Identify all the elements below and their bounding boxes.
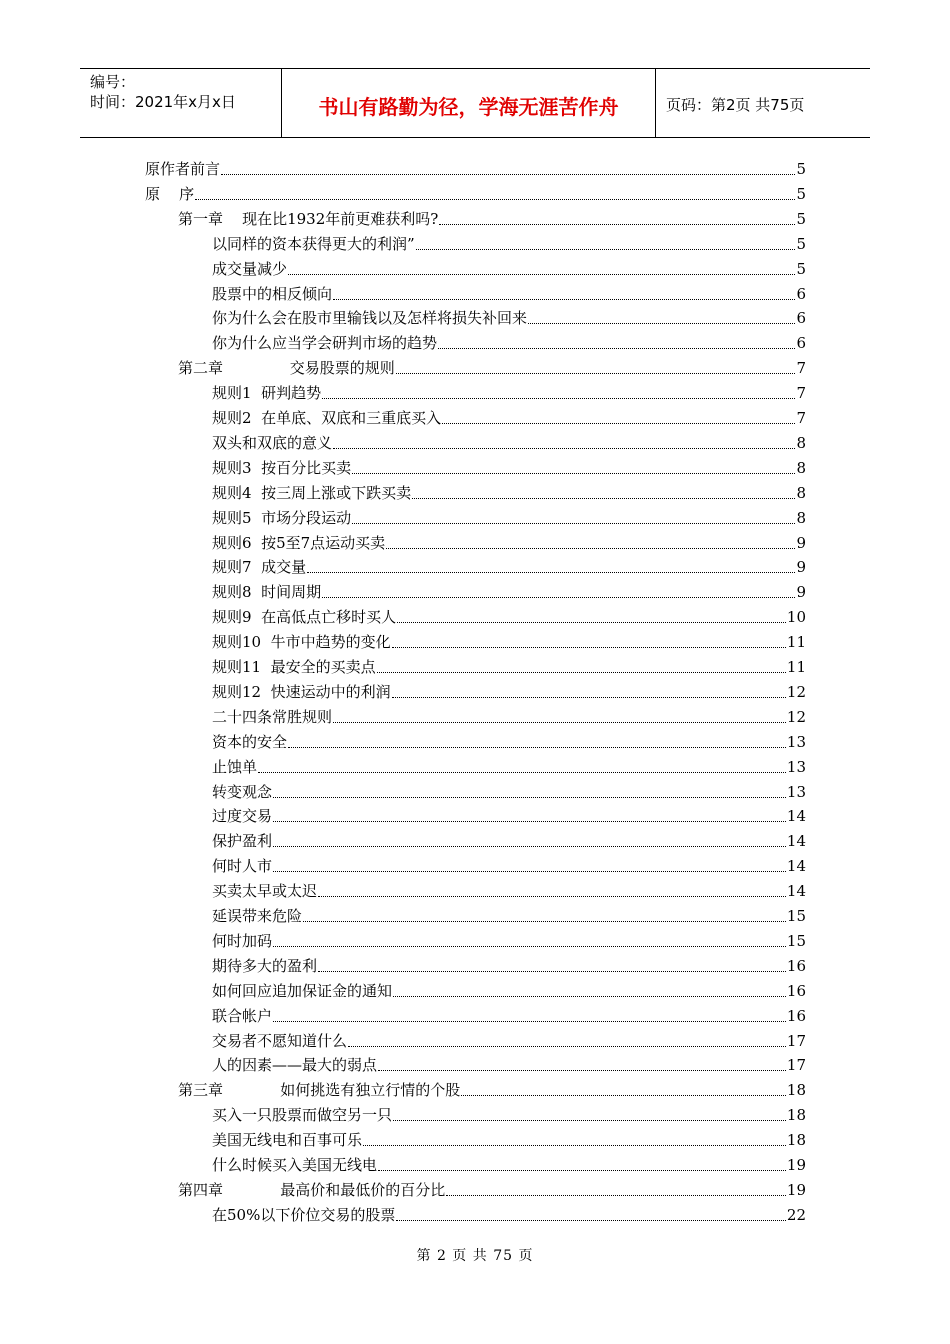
- toc-entry-page-number: 12: [786, 707, 806, 726]
- toc-entry-page-number: 6: [796, 309, 806, 328]
- toc-dot-leader: [348, 1046, 786, 1047]
- toc-entry-page-number: 15: [786, 907, 806, 925]
- toc-dot-leader: [322, 398, 795, 399]
- toc-entry[interactable]: [212, 1053, 806, 1075]
- toc-entry-title: 原作者前言: [145, 160, 221, 178]
- toc-dot-leader: [258, 772, 786, 773]
- toc-entry[interactable]: [212, 879, 806, 901]
- toc-entry-page-number: 16: [786, 956, 806, 975]
- toc-entry-title: 规则4 按三周上涨或下跌买卖: [212, 483, 412, 502]
- toc-entry[interactable]: [212, 655, 806, 677]
- toc-entry[interactable]: [212, 1153, 806, 1175]
- toc-entry-title: 什么时候买入美国无线电: [212, 1156, 378, 1174]
- toc-entry-title: 人的因素——最大的弱点: [212, 1056, 378, 1075]
- toc-dot-leader: [377, 672, 786, 673]
- toc-entry-title: 美国无线电和百事可乐: [212, 1131, 363, 1150]
- toc-dot-leader: [273, 846, 786, 847]
- toc-entry[interactable]: [212, 531, 806, 553]
- toc-entry[interactable]: [212, 854, 806, 876]
- toc-entry[interactable]: [212, 680, 806, 702]
- toc-entry-page-number: 15: [786, 931, 806, 950]
- toc-entry-page-number: 5: [796, 184, 806, 203]
- toc-dot-leader: [322, 597, 795, 598]
- toc-dot-leader: [352, 523, 795, 524]
- toc-entry[interactable]: [212, 829, 806, 851]
- toc-entry-title: 你为什么应当学会研判市场的趋势: [212, 334, 438, 353]
- toc-entry-page-number: 8: [796, 433, 806, 452]
- toc-dot-leader: [416, 249, 796, 250]
- toc-entry[interactable]: [212, 555, 806, 577]
- toc-entry[interactable]: [178, 207, 806, 229]
- toc-entry[interactable]: [212, 282, 806, 304]
- toc-dot-leader: [397, 622, 786, 623]
- toc-entry-title: 规则1 研判趋势: [212, 384, 322, 403]
- toc-entry-page-number: 14: [786, 857, 806, 876]
- toc-dot-leader: [307, 572, 795, 573]
- toc-entry-title: 如何回应追加保证金的通知: [212, 981, 393, 1000]
- toc-entry[interactable]: [212, 1029, 806, 1051]
- toc-entry-page-number: 9: [796, 558, 806, 577]
- toc-entry-title: 第二章 交易股票的规则: [178, 359, 395, 378]
- toc-entry-title: 第三章 如何挑选有独立行情的个股: [178, 1081, 461, 1100]
- toc-dot-leader: [393, 996, 786, 997]
- toc-entry-title: 转变观念: [212, 782, 273, 801]
- toc-entry-title: 规则3 按百分比买卖: [212, 458, 352, 477]
- toc-entry-title: 规则9 在高低点亡移时买人: [212, 608, 397, 627]
- header-meta: [80, 69, 282, 137]
- toc-entry-title: 规则6 按5至7点运动买卖: [212, 533, 386, 552]
- toc-entry-page-number: 14: [786, 807, 806, 826]
- toc-dot-leader: [333, 299, 795, 300]
- toc-entry-page-number: 10: [786, 608, 806, 627]
- toc-entry-page-number: 19: [786, 1156, 806, 1174]
- page-header: [80, 68, 870, 138]
- toc-dot-leader: [303, 921, 786, 922]
- toc-entry-page-number: 9: [796, 583, 806, 602]
- toc-entry-page-number: 11: [786, 633, 806, 652]
- toc-entry-title: 成交量减少: [212, 259, 288, 278]
- toc-entry-page-number: 8: [796, 508, 806, 527]
- toc-entry[interactable]: [178, 1078, 806, 1100]
- toc-dot-leader: [446, 1195, 786, 1196]
- toc-entry[interactable]: [178, 1178, 806, 1200]
- toc-entry-title: 何时人市: [212, 857, 273, 876]
- toc-dot-leader: [378, 1170, 786, 1171]
- toc-dot-leader: [363, 1145, 786, 1146]
- toc-entry-page-number: 14: [786, 832, 806, 851]
- toc-entry-page-number: 8: [796, 458, 806, 477]
- toc-entry-title: 买入一只股票而做空另一只: [212, 1106, 393, 1125]
- toc-entry-title: 第四章 最高价和最低价的百分比: [178, 1180, 446, 1199]
- toc-entry-title: 二十四条常胜规则: [212, 707, 333, 726]
- toc-entry[interactable]: [145, 157, 806, 179]
- toc-entry[interactable]: [212, 306, 806, 328]
- toc-entry[interactable]: [212, 1004, 806, 1026]
- toc-entry-title: 规则10 牛市中趋势的变化: [212, 633, 391, 652]
- header-motto: 书山有路勤为径，学海无涯苦作舟: [282, 69, 656, 137]
- toc-entry-page-number: 13: [786, 757, 806, 776]
- toc-dot-leader: [392, 697, 786, 698]
- toc-entry-page-number: 5: [796, 234, 806, 253]
- toc-entry[interactable]: [212, 804, 806, 826]
- toc-entry-title: 你为什么会在股市里输钱以及怎样将损失补回来: [212, 309, 528, 328]
- toc-dot-leader: [318, 971, 786, 972]
- toc-entry-page-number: 13: [786, 732, 806, 751]
- toc-entry[interactable]: [212, 506, 806, 528]
- document-date-label: 时间：2021年x月x日: [90, 93, 236, 111]
- toc-dot-leader: [393, 1120, 786, 1121]
- toc-entry-title: 规则7 成交量: [212, 558, 307, 577]
- toc-entry[interactable]: [212, 481, 806, 503]
- toc-entry-page-number: 6: [796, 334, 806, 353]
- toc-dot-leader: [273, 821, 786, 822]
- toc-entry-page-number: 17: [786, 1056, 806, 1075]
- toc-entry-title: 资本的安全: [212, 732, 288, 751]
- toc-entry-page-number: 11: [786, 658, 806, 676]
- toc-entry-title: 规则5 市场分段运动: [212, 508, 352, 527]
- toc-entry-title: 联合帐户: [212, 1006, 273, 1025]
- toc-entry-page-number: 18: [786, 1131, 806, 1150]
- toc-entry-title: 以同样的资本获得更大的利润”: [212, 234, 415, 253]
- toc-entry[interactable]: [212, 904, 806, 926]
- toc-entry-title: 规则12 快速运动中的利润: [212, 682, 391, 701]
- toc-entry-title: 保护盈利: [212, 832, 273, 851]
- page-footer: 第 2 页 共 75 页: [416, 1248, 534, 1264]
- toc-dot-leader: [412, 498, 795, 499]
- toc-entry-title: 过度交易: [212, 807, 273, 826]
- toc-entry-title: 原 序: [145, 184, 195, 203]
- toc-dot-leader: [438, 348, 795, 349]
- toc-entry[interactable]: [212, 381, 806, 403]
- toc-entry-page-number: 16: [786, 1006, 806, 1025]
- toc-entry-page-number: 5: [796, 259, 806, 278]
- toc-entry-title: 规则11 最安全的买卖点: [212, 658, 376, 676]
- toc-entry[interactable]: [212, 580, 806, 602]
- toc-entry[interactable]: [145, 182, 806, 204]
- toc-dot-leader: [442, 423, 795, 424]
- toc-entry-page-number: 22: [786, 1205, 806, 1224]
- toc-dot-leader: [396, 373, 796, 374]
- toc-entry-title: 延误带来危险: [212, 907, 303, 925]
- toc-dot-leader: [333, 722, 786, 723]
- toc-entry-title: 买卖太早或太迟: [212, 882, 318, 901]
- toc-entry-title: 规则8 时间周期: [212, 583, 322, 602]
- toc-dot-leader: [392, 647, 786, 648]
- toc-entry-page-number: 6: [796, 284, 806, 303]
- toc-entry-page-number: 5: [796, 209, 806, 228]
- toc-dot-leader: [221, 174, 795, 175]
- toc-dot-leader: [439, 224, 795, 225]
- toc-entry[interactable]: [212, 705, 806, 727]
- toc-dot-leader: [318, 896, 786, 897]
- toc-entry-page-number: 8: [796, 483, 806, 502]
- toc-entry[interactable]: [212, 780, 806, 802]
- toc-entry-page-number: 7: [796, 359, 806, 378]
- toc-dot-leader: [273, 871, 786, 872]
- toc-dot-leader: [528, 323, 795, 324]
- toc-dot-leader: [378, 1070, 786, 1071]
- toc-entry-title: 双头和双底的意义: [212, 433, 333, 452]
- toc-dot-leader: [273, 946, 786, 947]
- toc-entry-page-number: 18: [786, 1106, 806, 1125]
- toc-entry-title: 在50%以下价位交易的股票: [212, 1205, 396, 1224]
- toc-entry-page-number: 7: [796, 409, 806, 427]
- toc-entry[interactable]: [212, 630, 806, 652]
- header-page-label: 页码：第2页 共75页: [666, 95, 805, 114]
- toc-entry-page-number: 7: [796, 384, 806, 403]
- toc-dot-leader: [195, 199, 795, 200]
- toc-entry-title: 何时加码: [212, 931, 273, 950]
- toc-dot-leader: [288, 274, 795, 275]
- toc-entry-page-number: 13: [786, 782, 806, 801]
- toc-entry-page-number: 14: [786, 882, 806, 901]
- toc-entry-page-number: 17: [786, 1031, 806, 1050]
- toc-entry-page-number: 12: [786, 682, 806, 701]
- toc-entry[interactable]: [212, 979, 806, 1001]
- toc-dot-leader: [461, 1095, 786, 1096]
- toc-dot-leader: [288, 747, 786, 748]
- toc-entry-page-number: 18: [786, 1081, 806, 1100]
- toc-entry-page-number: 16: [786, 981, 806, 1000]
- toc-entry[interactable]: [212, 929, 806, 951]
- toc-entry-page-number: 9: [796, 533, 806, 552]
- toc-entry-title: 交易者不愿知道什么: [212, 1031, 348, 1050]
- toc-dot-leader: [273, 1021, 786, 1022]
- toc-entry[interactable]: [212, 1103, 806, 1125]
- toc-entry-title: 止蚀单: [212, 757, 258, 776]
- toc-entry[interactable]: [212, 456, 806, 478]
- toc-entry[interactable]: [212, 406, 806, 428]
- toc-entry-page-number: 19: [786, 1180, 806, 1199]
- toc-entry[interactable]: [212, 755, 806, 777]
- toc-entry-title: 期待多大的盈利: [212, 956, 318, 975]
- toc-entry[interactable]: [178, 356, 806, 378]
- toc-dot-leader: [333, 448, 795, 449]
- toc-dot-leader: [386, 548, 795, 549]
- toc-entry[interactable]: [212, 1203, 806, 1225]
- toc-entry[interactable]: [212, 605, 806, 627]
- toc-dot-leader: [352, 473, 795, 474]
- toc-entry[interactable]: [212, 257, 806, 279]
- toc-entry[interactable]: [212, 331, 806, 353]
- toc-entry-title: 股票中的相反倾向: [212, 284, 333, 303]
- toc-entry-title: 规则2 在单底、双底和三重底买入: [212, 409, 442, 427]
- toc-dot-leader: [273, 797, 786, 798]
- toc-entry[interactable]: [212, 1128, 806, 1150]
- document-number-label: 编号：: [90, 73, 136, 91]
- toc-entry[interactable]: [212, 954, 806, 976]
- toc-dot-leader: [396, 1220, 786, 1221]
- toc-entry-title: 第一章 现在比1932年前更难获利吗?: [178, 209, 439, 228]
- toc-entry[interactable]: [212, 431, 806, 453]
- toc-entry[interactable]: [212, 232, 806, 254]
- toc-entry[interactable]: [212, 730, 806, 752]
- toc-entry-page-number: 5: [796, 160, 806, 178]
